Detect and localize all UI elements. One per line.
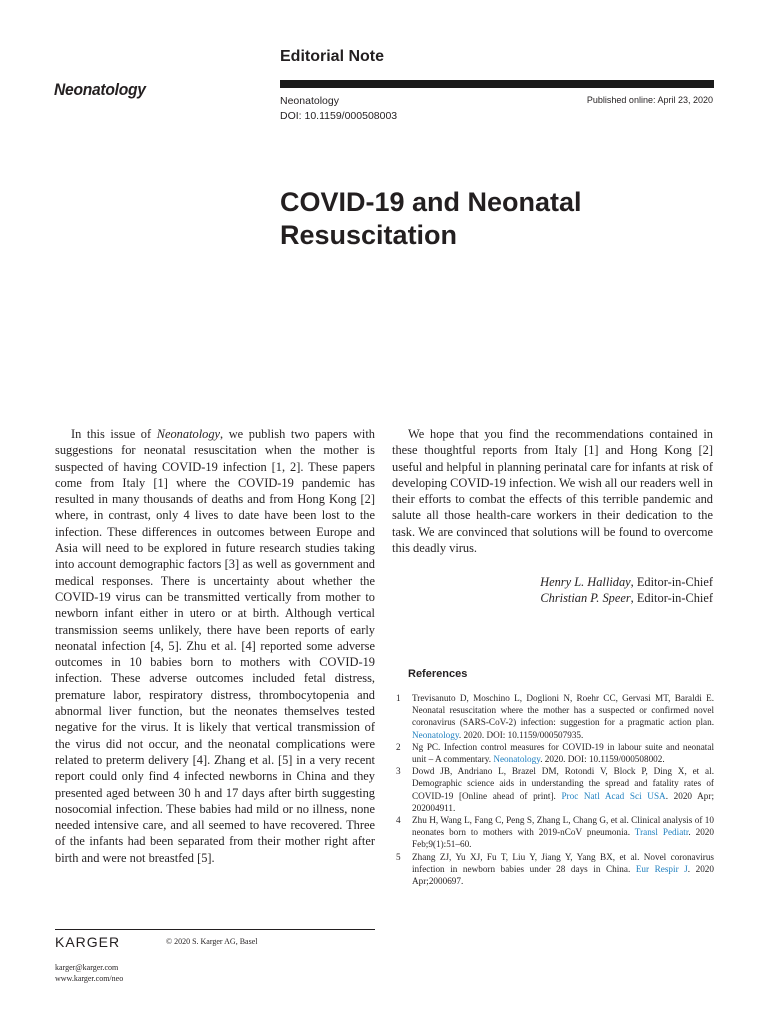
body-paragraph xyxy=(55,426,375,866)
reference-list xyxy=(396,692,714,887)
signature-name: Christian P. Speer xyxy=(540,591,631,605)
journal-name: Neonatology xyxy=(280,95,339,107)
reference-tail: . 2020 Apr; 202004911. xyxy=(412,790,715,813)
reference-tail: . 2020 Apr;2000697. xyxy=(412,863,714,887)
title-line-2: Resuscitation xyxy=(280,220,458,250)
reference-text: Ng PC. Infection control measures for COVID-19 in labour suite and neonatal unit – A commentary. xyxy=(412,741,714,765)
reference-tail: . 2020 Feb;9(1):51–60. xyxy=(412,827,714,850)
reference-number: 3 xyxy=(396,766,401,777)
reference-number: 5 xyxy=(396,851,401,862)
section-label: Editorial Note xyxy=(280,48,385,65)
article-title xyxy=(280,186,710,252)
reference-link[interactable]: Eur Respir J xyxy=(635,863,688,874)
reference-item xyxy=(396,851,714,888)
header-rule xyxy=(280,80,714,88)
reference-item xyxy=(396,765,714,814)
reference-text: Zhu H, Wang L, Fang C, Peng S, Zhang L, Chang G, et al. Clinical analysis of 10 neonates born to mothers with 2019-nCoV pneumonia. xyxy=(412,815,714,838)
signature-name: Henry L. Halliday xyxy=(540,575,631,589)
signature-role: , Editor-in-Chief xyxy=(630,575,713,589)
reference-link[interactable]: Neonatology xyxy=(412,729,459,740)
right-column xyxy=(392,426,713,556)
reference-item xyxy=(396,814,714,851)
reference-link[interactable]: Transl Pediatr xyxy=(634,827,689,838)
reference-link[interactable]: Neonatology xyxy=(493,754,541,765)
reference-number: 4 xyxy=(396,815,401,826)
reference-link[interactable]: Proc Natl Acad Sci USA xyxy=(561,790,666,801)
body-text: , we publish two papers with suggestions for neonatal resuscitation when the mother is suspected of having COVID-19 infection [1, 2]. These papers come from Italy [1] where the COVID-19 pandemic has resulted in many thousands of deaths and from Hong Kong [2] where, in contrast, only 4 lives to date have been lost to the infection. These differences in outcomes between Europe and Asia will need to be explored in future research studies taking into account demographic factors [3] as well as government and medical responses. There is uncertainty about whether the COVID-19 virus can be transmitted vertically from mother to newborn infant either in utero or at birth. Although vertical transmission seems unlikely, there have been reports of early neonatal infection [4, 5]. Zhu et al. [4] reported some adverse outcomes in 10 babies born to mothers with COVID-19 infection. These adverse outcomes included fetal distress, premature labor, respiratory distress, thrombocytopenia and abnormal liver function, but the neonates themselves tested negative for the virus. It is likely that vertical transmission of the virus did not occur, and the neonatal complications were related to preterm delivery [4]. Zhang et al. [5] in a very recent report could only find 4 infected newborns in China and they presented aged between 30 h and 17 days after birth suggesting nosocomial infection. These babies had mild or no illness, none needed intensive care, and all seemed to have recovered. Three of the infants had been separated from their mother right after birth and were not breastfed [5]. xyxy=(55,427,376,865)
contact-email-link[interactable]: karger@karger.com xyxy=(55,963,119,972)
reference-tail: . 2020. DOI: 10.1159/000507935. xyxy=(458,729,584,740)
reference-tail: . 2020. DOI: 10.1159/000508002. xyxy=(540,754,665,765)
reference-text: Trevisanuto D, Moschino L, Doglioni N, Roehr CC, Gervasi MT, Baraldi E. Neonatal resuscitation where the mother has a suspected or confirmed novel coronavirus (SARS-CoV-2) infection: suggestion for a pragmatic action plan. xyxy=(412,693,714,728)
published-date: Published online: April 23, 2020 xyxy=(586,95,713,105)
body-text: In this issue of xyxy=(71,427,157,441)
left-column xyxy=(55,426,375,866)
signature-2 xyxy=(540,591,713,606)
signature-1 xyxy=(540,575,713,590)
footer-rule xyxy=(55,929,375,930)
reference-number: 2 xyxy=(396,741,401,752)
publisher-logo: KARGER xyxy=(55,934,121,950)
copyright-notice: © 2020 S. Karger AG, Basel xyxy=(166,937,258,946)
reference-item xyxy=(396,692,714,741)
reference-item xyxy=(396,741,714,765)
references-heading: References xyxy=(408,668,468,680)
article-doi: DOI: 10.1159/000508003 xyxy=(280,110,398,122)
body-paragraph: We hope that you find the recommendations contained in these thoughtful reports from Italy [1] and Hong Kong [2] useful and helpful in planning perinatal care for infants at risk of developing COVID-19 infection. We wish all our readers well in their efforts to combat the effects of this terrible pandemic and salute all those health-care workers in their dedication to the task. We are convinced that solutions will be found to overcome this deadly virus. xyxy=(392,427,713,556)
title-line-1: COVID-19 and Neonatal xyxy=(280,187,582,217)
signature-role: , Editor-in-Chief xyxy=(630,591,713,605)
journal-mention: Neonatology xyxy=(156,427,221,441)
reference-text: Zhang ZJ, Yu XJ, Fu T, Liu Y, Jiang Y, Yang BX, et al. Novel coronavirus infection in newborn babies under 28 days in China. xyxy=(412,851,714,874)
reference-text: Dowd JB, Andriano L, Brazel DM, Rotondi V, Block P, Ding X, et al. Demographic science aids in understanding the spread and fatality rates of COVID-19 [Online ahead of print]. xyxy=(412,766,714,801)
contact-website-link[interactable]: www.karger.com/neo xyxy=(55,974,124,983)
journal-logo: Neonatology xyxy=(54,80,146,99)
reference-number: 1 xyxy=(396,693,401,703)
